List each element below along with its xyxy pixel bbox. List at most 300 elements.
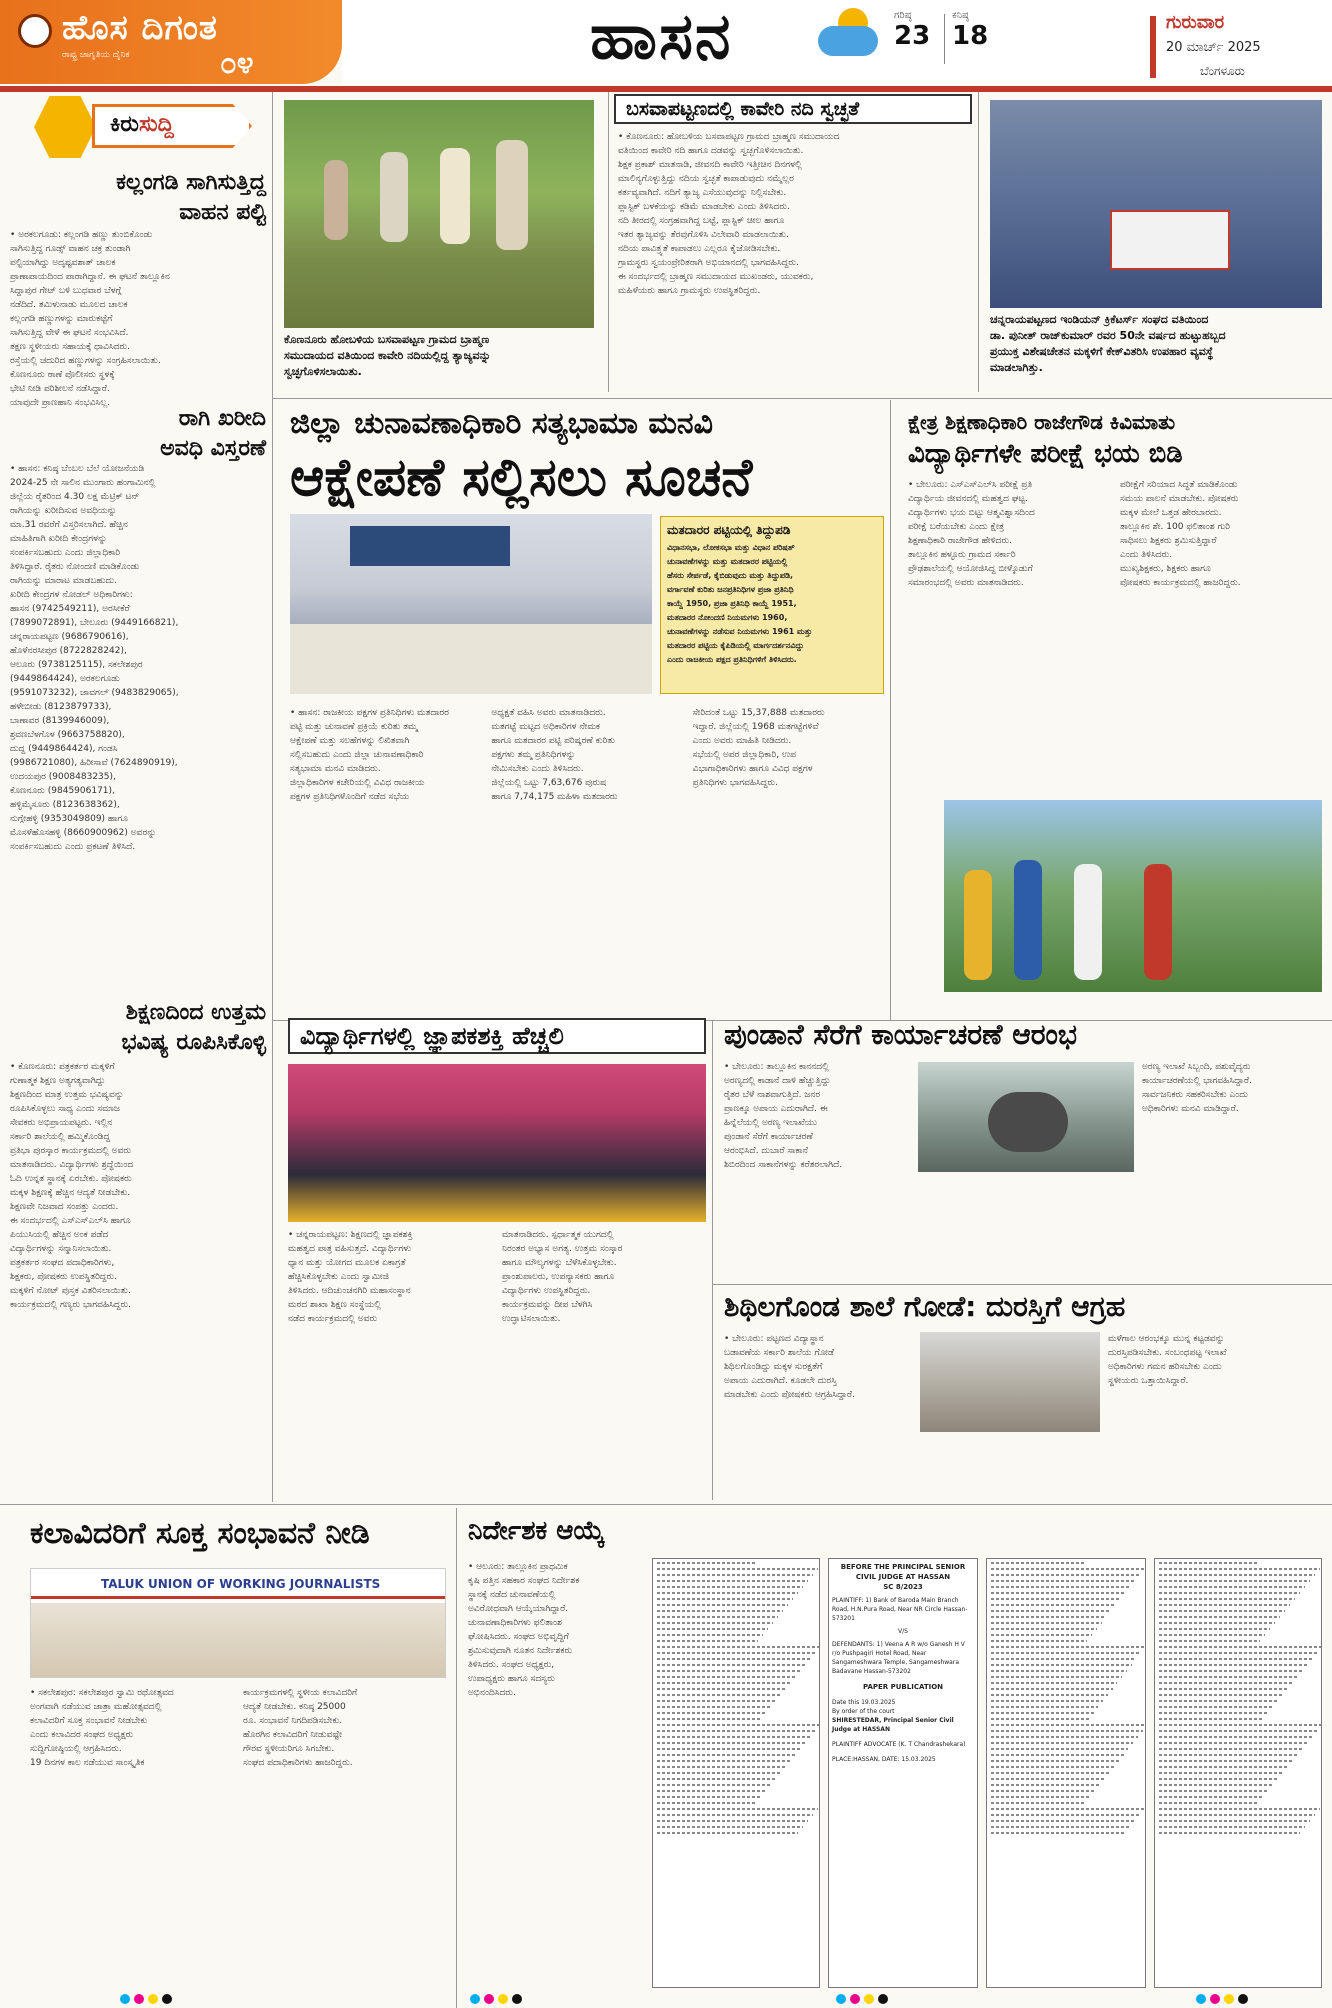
text-line: ಶಿಕ್ಷಣಾಧಿಕಾರಿ ರಾಜೇಗೌಡ ಹೇಳಿದರು. [908,536,1012,546]
ad-fine-print-line [657,1646,820,1648]
ad-fine-print-line [1159,1670,1302,1672]
elephant-photo [918,1062,1134,1172]
ad-fine-print-line [991,1562,1086,1564]
text-line: ಸಲ್ಲಿಸಬಹುದು ಎಂದು ಜಿಲ್ಲಾ ಚುನಾವಣಾಧಿಕಾರಿ [290,750,424,760]
elephant-story-headline: ಪುಂಡಾನೆ ಸೆರೆಗೆ ಕಾರ್ಯಾಚರಣೆ ಆರಂಭ [724,1018,1078,1051]
ad-fine-print-line [991,1676,1122,1678]
text-line: ಪ್ರಾಣಕ್ಕೂ ಅಪಾಯ ಎದುರಾಗಿದೆ. ಈ [724,1104,828,1114]
memory-story-headline: ವಿದ್ಯಾರ್ಥಿಗಳಲ್ಲಿ ಜ್ಞಾಪಕಶಕ್ತಿ ಹೆಚ್ಚಲಿ [288,1018,706,1054]
ad-fine-print-line [991,1670,1127,1672]
text-line: ಸಭೆಯಲ್ಲಿ ಅಪರ ಜಿಲ್ಲಾಧಿಕಾರಿ, ಉಪ [692,750,797,760]
text-line: ವಿದ್ಯಾರ್ಥಿಗಳು ಭಯ ಬಿಟ್ಟು ಆತ್ಮವಿಶ್ವಾಸದಿಂದ [908,508,1035,518]
text-line: ಚುನಾವಣೆಗಳನ್ನು ನಡೆಸುವ ನಿಯಮಗಳು 1961 ಮತ್ತು [667,627,813,636]
ad-fine-print-line [991,1742,1133,1744]
text-line: ನೇಮಿಸಬೇಕು ಎಂದು ತಿಳಿಸಿದರು. [491,764,584,774]
text-line: ಹಾಗೂ 7,74,175 ಮಹಿಳಾ ಮತದಾರರು [491,792,618,802]
ad-fine-print-line [657,1712,765,1714]
text-line: ಈ ಸಂದರ್ಭದಲ್ಲಿ ಬ್ರಾಹ್ಮಣ ಸಮುದಾಯದ ಮುಖಂಡರು, ಯುವಕರು, [618,272,814,282]
ad-fine-print-line [991,1766,1114,1768]
text-line: ರೂಪಿಸಿಕೊಳ್ಳಲು ಸಾಧ್ಯ ಎಂದು ಸಮಾಜ [10,1104,120,1114]
text-line: ಅರಣ್ಯ ಇಲಾಖೆ ಸಿಬ್ಬಂದಿ, ಪಶುವೈದ್ಯರು [1142,1062,1251,1072]
story2-body [10,462,266,994]
text-line: ಗುಣಾತ್ಮಕ ಶಿಕ್ಷಣ ಅತ್ಯಗತ್ಯವಾಗಿದ್ದು [10,1076,106,1086]
ad-fine-print-line [1159,1826,1305,1828]
text-line: ಓದಿ ಉನ್ನತ ಸ್ಥಾನಕ್ಕೆ ಏರಬೇಕು. ಪೋಷಕರು [10,1174,132,1184]
text-line: ಶಿಥಿಲಗೊಂಡಿದ್ದು ಮಕ್ಕಳ ಸುರಕ್ಷತೆಗೆ [724,1362,823,1372]
ad-fine-print-line [991,1610,1111,1612]
text-line: ಸಿದ್ದಾಪುರ ಗೇಟ್ ಬಳಿ ಬುಧವಾರ ಬೆಳಗ್ಗೆ [10,286,122,296]
lamp-lighting-photo [288,1064,706,1222]
press-meet-banner: TALUK UNION OF WORKING JOURNALISTS [101,1577,381,1591]
ad-fine-print-line [991,1688,1113,1690]
ad-fine-print-line [991,1814,1140,1816]
text-line: ಮತದಾರರ ಪಟ್ಟಿಯ ಕೈಪಿಡಿಯಲ್ಲಿ ಮಾರ್ಗದರ್ಶನವಿದ್ದು [667,641,804,650]
ad-fine-print-line [657,1676,795,1678]
date-label: 20 ಮಾರ್ಚ್ 2025 [1166,40,1261,55]
text-line: ಕೃಷಿ ಪತ್ತಿನ ಸಹಕಾರ ಸಂಘದ ನಿರ್ದೇಶಕ [468,1576,580,1586]
ad-fine-print-line [1159,1706,1272,1708]
text-line: • ಸಕಲೇಶಪುರ: ಸಕಲೇಶಪುರ ಸ್ವಾಮಿ ರಥೋತ್ಸವದ [30,1688,174,1698]
text-line: ಭೇಟಿ ನೀಡಿ ಪರಿಶೀಲನೆ ನಡೆಸಿದ್ದಾರೆ. [10,384,110,394]
text-line: ಕಾಯ್ದೆ 1950, ಪ್ರಜಾ ಪ್ರತಿನಿಧಿ ಕಾಯ್ದೆ 1951, [667,599,797,608]
artist-story-body [30,1686,446,2002]
text-line: ಮಕ್ಕಳ ಮೇಲೆ ಒತ್ತಡ ಹೇರಬಾರದು. [1120,508,1222,518]
ad-fine-print-line [991,1802,1086,1804]
text-line: ಶಿಕ್ಷಕರು, ಪೋಷಕರು ಉಪಸ್ಥಿತರಿದ್ದರು. [10,1272,117,1282]
text-line: ಮಕ್ಕಳಿಗೆ ನೋಟ್ ಪುಸ್ತಕ ವಿತರಿಸಲಾಯಿತು. [10,1286,131,1296]
brand-logo-icon [18,14,52,48]
ad-fine-print-line [657,1598,793,1600]
text-line: ಶಿಕ್ಷಣದಿಂದ ಮಾತ್ರ ಉತ್ತಮ ಭವಿಷ್ಯವನ್ನು [10,1090,124,1100]
ad-fine-print-line [1159,1712,1267,1714]
text-line: ಕೊಣನೂರು (9845906171), [10,786,115,796]
ad-fine-print-line [657,1592,798,1594]
cricketers-event-caption: ಚನ್ನರಾಯಪಟ್ಟಣದ ಇಂಡಿಯನ್ ಕ್ರಿಕೆಟರ್ಸ್ ಸಂಘದ ವತಿಯಿಂದ ಡಾ. ಪುನೀತ್ ರಾಜ್‌ಕುಮಾರ್ ರವರ 50ನೇ ವರ್ಷದ ಹುಟ್ಟುಹಬ್ಬದ ಪ್ರಯುಕ್ತ ವಿಶೇಷಚೇತನ ಮಕ್ಕಳಿಗೆ ಕೇಕ್‌ವಿತರಿಸಿ ಉಪಹಾರ ವ್ಯವಸ್ಥೆ ಮಾಡಲಾಗಿತ್ತು. [990,313,1226,374]
director-story-headline: ನಿರ್ದೇಶಕ ಆಯ್ಕೆ [468,1516,605,1546]
ad-fine-print-line [1159,1592,1300,1594]
press-meet-photo [30,1568,446,1678]
text-line: ಯಾವುದೇ ಪ್ರಾಣಹಾನಿ ಸಂಭವಿಸಿಲ್ಲ. [10,398,111,408]
text-line: ಆದ್ಯತೆ ನೀಡಬೇಕು. ಕನಿಷ್ಠ 25000 [243,1702,346,1712]
place-label: ಬೆಂಗಳೂರು [1200,64,1245,78]
text-line: ಅಧಿಕಾರಿಗಳು ಮನವಿ ಮಾಡಿದ್ದಾರೆ. [1142,1104,1239,1114]
ad-fine-print-line [1159,1766,1288,1768]
ad-fine-print-line [657,1808,818,1810]
text-line: ಹಾಗೂ ಮತದಾರರ ಪಟ್ಟಿ ಪರಿಷ್ಕರಣೆ ಕುರಿತು [491,736,616,746]
text-line: ತಾಲ್ಲೂಕಿನ ಶೇ. 100 ಫಲಿತಾಂಶ ಗುರಿ [1120,522,1231,532]
text-line: ತಿಳಿಸಿದರು. ಸಂಘದ ಅಧ್ಯಕ್ಷರು, [468,1660,555,1670]
river-cleanup-photo [284,100,594,328]
ad-fine-print-line [1159,1736,1313,1738]
text-line: ಬಾಣಾವರ (8139946009), [10,716,110,726]
ad-fine-print-line [657,1670,800,1672]
text-line: ಜಿಲ್ಲೆಯ ರೈತರಿಂದ 4.30 ಲಕ್ಷ ಮೆಟ್ರಿಕ್ ಟನ್ [10,492,140,502]
ad-fine-print-line [991,1808,1144,1810]
ad-fine-print-line [1159,1574,1315,1576]
ad-fine-print-line [657,1682,790,1684]
text-line: ರೂ. ಸಂಭಾವನೆ ನಿಗದಿಪಡಿಸಬೇಕು. [243,1716,343,1726]
text-line: ಕಾರ್ಯಕ್ರಮವನ್ನು ದೀಪ ಬೆಳಗಿಸಿ [502,1300,593,1310]
text-line: ಮತದಾರರ ನೋಂದಣಿ ನಿಯಮಗಳು 1960, [667,613,788,622]
text-line: ಮಠದ ಶಾಖಾ ಶಿಕ್ಷಣ ಸಂಸ್ಥೆಯಲ್ಲಿ [288,1300,382,1310]
text-line: ವತಿಯಿಂದ ಕಾವೇರಿ ನದಿ ಹಾಗೂ ದಡವನ್ನು ಸ್ವಚ್ಛಗೊಳಿಸಲಾಯಿತು. [618,146,804,156]
story2-headline: ರಾಗಿ ಖರೀದಿ ಅವಧಿ ವಿಸ್ತರಣೆ [160,406,266,461]
text-line: ತಾಲ್ಲೂಕಿನ ಹಳ್ಳೂರು ಗ್ರಾಮದ ಸರ್ಕಾರಿ [908,550,1016,560]
ad-fine-print-line [657,1616,778,1618]
text-line: ಮಾಲಿನ್ಯಗೊಳ್ಳುತ್ತಿದ್ದು ನದಿಯ ಸ್ವಚ್ಛತೆ ಕಾಪಾಡುವುದು ನಮ್ಮೆಲ್ಲರ [618,174,794,184]
text-line: • ಬೇಲೂರು: ಪಟ್ಟಣದ ವಿದ್ಯಾಸ್ಥಾನ [724,1334,824,1344]
text-line: ಕಲ್ಲಂಗಡಿ ಹಣ್ಣುಗಳನ್ನು ಮಾರುಕಟ್ಟೆಗೆ [10,314,113,324]
text-line: ಧ್ಯಾನ ಮತ್ತು ಯೋಗದ ಮೂಲಕ ಏಕಾಗ್ರತೆ [288,1258,406,1268]
temp-max: ಗರಿಷ್ಠ 23 [894,10,931,51]
ad-fine-print-line [657,1754,796,1756]
text-line: ಪುಂಡಾನೆ ಸೆರೆಗೆ ಕಾರ್ಯಾಚರಣೆ [724,1132,813,1142]
election-meeting-photo [290,514,652,694]
ad-fine-print-line [657,1604,788,1606]
text-line: ಪಕ್ಷಗಳು ತಮ್ಮ ಪ್ರತಿನಿಧಿಗಳನ್ನು [491,750,576,760]
text-line: ಸಂಘದ ಪದಾಧಿಕಾರಿಗಳು ಹಾಜರಿದ್ದರು. [243,1758,353,1768]
text-line: ದುದ್ದ (9449864424), ಗಂಡಸಿ [10,744,118,754]
ad-fine-print-line [657,1784,772,1786]
ad-fine-print-line [1159,1820,1310,1822]
text-line: ಶಿಕ್ಷಕ ಪ್ರಕಾಶ್ ಮಾತನಾಡಿ, ಜೀವನದಿ ಕಾವೇರಿ ಇತ್ತೀಚಿನ ದಿನಗಳಲ್ಲಿ [618,160,802,170]
text-line: ಉದಯಪುರ (9008483235), [10,772,116,782]
river-cleanup-caption: ಕೊಣನೂರು ಹೋಬಳಿಯ ಬಸವಾಪಟ್ಟಣ ಗ್ರಾಮದ ಬ್ರಾಹ್ಮಣ ಸಮುದಾಯದ ವತಿಯಿಂದ ಕಾವೇರಿ ನದಿಯಲ್ಲಿದ್ದ ತ್ಯಾಜ್ಯವನ್ನು ಸ್ವಚ್ಛಗೊಳಿಸಲಾಯಿತು. [284,333,491,378]
text-line: ತಿಳಿಸಿದರು. ಆದಿಚುಂಚನಗಿರಿ ಮಹಾಸಂಸ್ಥಾನ [288,1286,411,1296]
ad-fine-print-line [1159,1652,1317,1654]
ad-fine-print-line [1159,1700,1277,1702]
ad-fine-print-line [991,1772,1110,1774]
text-line: ಎಂದು ಅವರು ಮಾಹಿತಿ ನೀಡಿದರು. [692,736,792,746]
ad-fine-print-line [657,1766,786,1768]
ad-fine-print-line [657,1742,806,1744]
kiru-suddi-label: ಕಿರುಸುದ್ದಿ [110,112,174,137]
ad-fine-print-line [657,1748,801,1750]
text-line: ಸಂಪರ್ಕಿಸಬಹುದು ಎಂದು ಪ್ರಕಟಣೆ ತಿಳಿಸಿದೆ. [10,842,136,852]
ad-fine-print-line [657,1724,820,1726]
artist-story-headline: ಕಲಾವಿದರಿಗೆ ಸೂಕ್ತ ಸಂಭಾವನೆ ನೀಡಿ [30,1516,370,1551]
text-line: ಹಳ್ಳಿಮೈಸೂರು (8123638362), [10,800,120,810]
registration-marks-3 [836,1994,896,2004]
text-line: • ಹಾಸನ: ರಾಜಕೀಯ ಪಕ್ಷಗಳ ಪ್ರತಿನಿಧಿಗಳು ಮತದಾರರ [290,708,449,718]
text-line: ಪ್ಲಾಸ್ಟಿಕ್ ಬಳಕೆಯನ್ನು ಕಡಿಮೆ ಮಾಡಬೇಕು ಎಂದು ತಿಳಿಸಿದರು. [618,202,790,212]
text-line: ಸೇವಕರು ಅಭಿಪ್ರಾಯಪಟ್ಟರು. ಇಲ್ಲಿನ [10,1118,113,1128]
text-line: ಹೊಳೆನರಸೀಪುರ (8722828242), [10,646,127,656]
text-line: ನುಗ್ಗೇಹಳ್ಳಿ (9353049809) ಹಾಗೂ [10,814,128,824]
text-line: • ಬೇಲೂರು: ತಾಲ್ಲೂಕಿನ ಕಾನನದಲ್ಲಿ [724,1062,829,1072]
text-line: ಸಂಪರ್ಕಿಸಬಹುದು ಎಂದು ಜಿಲ್ಲಾಧಿಕಾರಿ [10,548,121,558]
text-line: ಕಲಾವಿದರಿಗೆ ಸೂಕ್ತ ಸಂಭಾವನೆ ನೀಡಬೇಕು [30,1716,148,1726]
text-line: ಅಧಿಕಾರಿಗಳು ಗಮನ ಹರಿಸಬೇಕು ಎಂದು [1108,1362,1222,1372]
text-line: • ಆಲೂರು: ತಾಲ್ಲೂಕಿನ ಪ್ರಾಥಮಿಕ [468,1562,568,1572]
story1-body [10,228,266,410]
text-line: ವರ್ಗಾವಣೆ ಕುರಿತು ಜನಪ್ರತಿನಿಧಿಗಳ ಪ್ರಜಾ ಪ್ರತಿನಿಧಿ [667,585,794,594]
text-line: ಮಾ.31 ರವರೆಗೆ ವಿಸ್ತರಿಸಲಾಗಿದೆ. ಹೆಚ್ಚಿನ [10,520,128,530]
ad-fine-print-line [1159,1730,1318,1732]
farewell-event-photo [944,800,1322,992]
text-line: ಸಾರ್ವಜನಿಕರು ಸಹಕರಿಸಬೇಕು ಎಂದು [1142,1090,1248,1100]
ad-fine-print-line [1159,1772,1284,1774]
text-line: ನದಿಯ ಪಾವಿತ್ರ್ಯತೆ ಕಾಪಾಡಲು ಎಲ್ಲರೂ ಕೈಜೋಡಿಸಬೇಕು. [618,244,781,254]
ad-fine-print-line [1159,1802,1259,1804]
ad-fine-print-line [991,1748,1128,1750]
text-line: ಕರ್ತವ್ಯವಾಗಿದೆ. ನದಿಗೆ ತ್ಯಾಜ್ಯ ಎಸೆಯುವುದನ್ನು ನಿಲ್ಲಿಸಬೇಕು. [618,188,787,198]
city-title: ಹಾಸನ [590,0,733,74]
text-line: ಗ್ರಾಮಸ್ಥರು ಸ್ವಯಂಪ್ರೇರಿತರಾಗಿ ಅಭಿಯಾನದಲ್ಲಿ ಭಾಗವಹಿಸಿದ್ದರು. [618,258,799,268]
ad-fine-print-line [991,1694,1108,1696]
text-line: ನದಿ ತೀರದಲ್ಲಿ ಸಂಗ್ರಹವಾಗಿದ್ದ ಬಟ್ಟೆ, ಪ್ಲಾಸ್ಟಿಕ್ ಚೀಲ ಹಾಗೂ [618,216,785,226]
elephant-story-body-2 [1142,1060,1322,1280]
ad-fine-print-line [991,1724,1146,1726]
text-line: ರೈತರ ಬೆಳೆ ನಾಶವಾಗುತ್ತಿದೆ. ಜನರ [724,1090,821,1100]
ad-fine-print-line [991,1634,1092,1636]
text-line: ಮುಖ್ಯಶಿಕ್ಷಕರು, ಶಿಕ್ಷಕರು ಹಾಗೂ [1120,564,1211,574]
text-line: ಇತರ ತ್ಯಾಜ್ಯವನ್ನು ತೆರವುಗೊಳಿಸಿ ವಿಲೇವಾರಿ ಮಾಡಲಾಯಿತು. [618,230,789,240]
text-line: ಅರಣ್ಯದಲ್ಲಿ ಕಾಡಾನೆ ದಾಳಿ ಹೆಚ್ಚುತ್ತಿದ್ದು [724,1076,831,1086]
ad-fine-print-line [657,1772,782,1774]
ad-fine-print-line [991,1760,1119,1762]
ad-fine-print-line [657,1610,783,1612]
text-line: ದುರಸ್ತಿಪಡಿಸಬೇಕು. ಸಂಬಂಧಪಟ್ಟ ಇಲಾಖೆ [1108,1348,1227,1358]
text-line: ವಿದ್ಯಾರ್ಥಿಗಳನ್ನು ಸನ್ಮಾನಿಸಲಾಯಿತು. [10,1244,112,1254]
text-line: ನಡೆದಿದೆ. ತಮಿಳುನಾಡು ಮೂಲದ ಚಾಲಕ [10,300,128,310]
ad-fine-print-line [1159,1748,1303,1750]
text-line: ಈ ಸಂದರ್ಭದಲ್ಲಿ ಎಸ್ಎಸ್ಎಲ್‌ಸಿ ಹಾಗೂ [10,1216,131,1226]
ad-fine-print-line [991,1640,1087,1642]
text-line: • ಅರಕಲಗೂಡು: ಕಲ್ಲಂಗಡಿ ಹಣ್ಣು ತುಂಬಿಕೊಂಡು [10,230,153,240]
ad-fine-print-line [991,1574,1140,1576]
text-line: ಮಾತನಾಡಿದರು. ವಿದ್ಯಾರ್ಥಿಗಳು ಶ್ರದ್ಧೆಯಿಂದ [10,1160,134,1170]
text-line: ಆಕ್ಷೇಪಣೆ ಮತ್ತು ಸಲಹೆಗಳನ್ನು ಲಿಖಿತವಾಗಿ [290,736,410,746]
ad-fine-print-line [991,1826,1130,1828]
text-line: (9449864424), ಅರಕಲಗೂಡು [10,674,120,684]
legal-ad-column-1 [652,1558,820,1988]
page-number: ೦೪ [220,46,254,81]
ad-fine-print-line [1159,1796,1264,1798]
ad-fine-print-line [657,1628,768,1630]
text-line: ಸಮಾರಂಭದಲ್ಲಿ ಅವರು ಮಾತನಾಡಿದರು. [908,578,1024,588]
ad-fine-print-line [657,1730,816,1732]
ad-fine-print-line [1159,1754,1298,1756]
text-line: • ಹಾಸನ: ಕನಿಷ್ಠ ಬೆಂಬಲ ಬೆಲೆ ಯೋಜನೆಯಡಿ [10,464,145,474]
ad-fine-print-line [1159,1688,1287,1690]
text-line: ಪಲ್ಟಿಯಾಗಿದ್ದು ಅದೃಷ್ಟವಶಾತ್ ಚಾಲಕ [10,258,116,268]
brand-tagline: ರಾಷ್ಟ್ರ ಜಾಗೃತಿಯ ದೈನಿಕ [62,50,130,60]
ad-fine-print-line [991,1700,1103,1702]
text-line: ರಸ್ತೆಯಲ್ಲಿ ಚದುರಿದ ಹಣ್ಣುಗಳನ್ನು ಸಂಗ್ರಹಿಸಲಾಯಿತು. [10,356,161,366]
text-line: ಪ್ರಾಣಾಪಾಯದಿಂದ ಪಾರಾಗಿದ್ದಾನೆ. ಈ ಘಟನೆ ತಾಲ್ಲೂಕಿನ [10,272,170,282]
voter-list-box-title: ಮತದಾರರ ಪಟ್ಟಿಯಲ್ಲಿ ತಿದ್ದುಪಡಿ [667,523,791,537]
text-line: (9986721080), ಹಿರೀಸಾವೆ (7624890919), [10,758,178,768]
ad-fine-print-line [991,1586,1130,1588]
ad-fine-print-line [1159,1610,1285,1612]
ad-fine-print-line [991,1712,1094,1714]
ad-fine-print-line [1159,1598,1295,1600]
ad-fine-print-line [1159,1760,1293,1762]
lead-kicker: ಜಿಲ್ಲಾ ಚುನಾವಣಾಧಿಕಾರಿ ಸತ್ಯಭಾಮಾ ಮನವಿ [290,406,713,441]
ad-fine-print-line [1159,1718,1262,1720]
text-line: ಮಕ್ಕಳ ಶಿಕ್ಷಣಕ್ಕೆ ಹೆಚ್ಚಿನ ಆದ್ಯತೆ ನೀಡಬೇಕು. [10,1188,131,1198]
river-cleanup-body [618,130,972,392]
ad-fine-print-line [657,1634,763,1636]
ad-fine-print-line [1159,1676,1297,1678]
text-line: ಪಿಯುಸಿಯಲ್ಲಿ ಹೆಚ್ಚಿನ ಅಂಕ ಪಡೆದ [10,1230,109,1240]
story3-headline: ಶಿಕ್ಷಣದಿಂದ ಉತ್ತಮ ಭವಿಷ್ಯ ರೂಪಿಸಿಕೊಳ್ಳಿ [121,1000,266,1055]
ad-fine-print-line [1159,1724,1322,1726]
ad-fine-print-line [657,1736,811,1738]
ad-fine-print-line [657,1826,803,1828]
cricketers-event-photo [990,100,1322,308]
registration-marks-4 [1196,1994,1256,2004]
weather-icon [810,8,890,68]
registration-marks [120,1994,180,2004]
ad-fine-print-line [1159,1664,1307,1666]
story3-body [10,1060,266,1500]
text-line: ಅಧ್ಯಕ್ಷತೆ ವಹಿಸಿ ಅವರು ಮಾತನಾಡಿದರು. [491,708,606,718]
text-line: (7899072891), ಬೇಲೂರು (9449166821), [10,618,179,628]
text-line: ತಕ್ಷಣ ಸ್ಥಳೀಯರು ಸಹಾಯಕ್ಕೆ ಧಾವಿಸಿದರು. [10,342,131,352]
text-line: ಹೊರಗಿನ ಕಲಾವಿದರಿಗೆ ನೀಡುವಷ್ಟೇ [243,1730,343,1740]
school-story-headline: ಶಿಥಿಲಗೊಂಡ ಶಾಲೆ ಗೋಡೆ: ದುರಸ್ತಿಗೆ ಆಗ್ರಹ [724,1290,1126,1323]
ad-fine-print-line [1159,1568,1320,1570]
ad-fine-print-line [657,1622,773,1624]
text-line: ಹೆಚ್ಚಿಸಿಕೊಳ್ಳಬೇಕು ಎಂದು ಸ್ವಾಮೀಜಿ [288,1272,389,1282]
text-line: ಶ್ರವಣಬೆಳಗೊಳ (9663758820), [10,730,125,740]
ad-fine-print-line [991,1796,1091,1798]
ad-fine-print-line [1159,1658,1312,1660]
text-line: ಮೊಸಳೆಹೊಸಹಳ್ಳಿ (8660900962) ಅವರನ್ನು [10,828,157,838]
ad-fine-print-line [657,1796,762,1798]
text-line: ಎಂದು ರಾಜಕೀಯ ಪಕ್ಷದ ಪ್ರತಿನಿಧಿಗಳಿಗೆ ತಿಳಿಸಿದರು. [667,655,797,664]
ad-fine-print-line [991,1682,1117,1684]
text-line: ಶ್ರಮಿಸುವುದಾಗಿ ನೂತನ ನಿರ್ದೇಶಕರು [468,1646,573,1656]
school-story-body-2 [1108,1332,1322,1500]
text-line: ನಿರಂತರ ಅಭ್ಯಾಸ ಅಗತ್ಯ. ಉತ್ತಮ ಸಂಸ್ಕಾರ [502,1244,623,1254]
legal-ad-column-3 [986,1558,1146,1988]
river-cleanup-headline: ಬಸವಾಪಟ್ಟಣದಲ್ಲಿ ಕಾವೇರಿ ನದಿ ಸ್ವಚ್ಛತೆ [614,94,972,124]
text-line: ವಿದ್ಯಾರ್ಥಿಯ ಜೀವನದಲ್ಲಿ ಮಹತ್ವದ ಘಟ್ಟ. [908,494,1028,504]
ad-fine-print-line [657,1814,813,1816]
text-line: ಸ್ಥಾನಕ್ಕೆ ನಡೆದ ಚುನಾವಣೆಯಲ್ಲಿ [468,1590,556,1600]
day-label: ಗುರುವಾರ [1166,12,1225,33]
text-line: ಸಾಧಿಸಲು ಶಿಕ್ಷಕರು ಶ್ರಮಿಸುತ್ತಿದ್ದಾರೆ [1120,536,1217,546]
text-line: ಹೆಸರು ಸೇರ್ಪಡೆ, ಕೈಬಿಡುವುದು ಮತ್ತು ತಿದ್ದುಪಡಿ, [667,571,794,580]
ad-fine-print-line [657,1586,803,1588]
legal-notice-court: BEFORE THE PRINCIPAL SENIOR CIVIL JUDGE AT HASSAN SC 8/2023 PLAINTIFF: 1) Bank of Baroda Main Branch Road, H.N.Pura Road, Near NR Circle Hassan-573201 V/S DEFENDANTS: 1) Veena A R w/o Ganesh H V r/o Pushpagiri Hotel Road, Near Sangameshwara Temple, Sangameshwara Badavane Hassan-573202 PAPER PUBLICATION Date this 19.03.2025 By order of the court SHIRESTEDAR, Principal Senior Civil Judge at HASSAN PLAINTIFF ADVOCATE (K. T Chandrashekara) PLACE:HASSAN, DATE: 15.03.2025 [828,1558,978,1988]
ad-fine-print-line [657,1568,818,1570]
text-line: ಅವಿರೋಧವಾಗಿ ಆಯ್ಕೆಯಾಗಿದ್ದಾರೆ. [468,1604,569,1614]
text-line: ಪೋಷಕರು ಕಾರ್ಯಕ್ರಮದಲ್ಲಿ ಹಾಜರಿದ್ದರು. [1120,578,1241,588]
text-line: ರಾಗಿಯನ್ನು ಖರೀದಿಸುವ ಅವಧಿಯನ್ನು [10,506,117,516]
text-line: ಬಡಾವಣೆಯ ಸರ್ಕಾರಿ ಶಾಲೆಯ ಗೋಡೆ [724,1348,834,1358]
ad-fine-print-line [657,1688,785,1690]
ad-fine-print-line [991,1706,1098,1708]
ad-fine-print-line [657,1580,808,1582]
text-line: ಸತ್ಯಭಾಮಾ ಮನವಿ ಮಾಡಿದರು. [290,764,381,774]
ad-fine-print-line [991,1646,1146,1648]
text-line: ಸರ್ಕಾರಿ ಶಾಲೆಯಲ್ಲಿ ಹಮ್ಮಿಕೊಂಡಿದ್ದ [10,1132,111,1142]
text-line: ಮಹತ್ವದ ಪಾತ್ರ ವಹಿಸುತ್ತದೆ. ವಿದ್ಯಾರ್ಥಿಗಳು [288,1244,411,1254]
text-line: ಪತ್ರಕರ್ತರ ಸಂಘದ ಪದಾಧಿಕಾರಿಗಳು, [10,1258,115,1268]
text-line: ಚುನಾವಣೆಗಳನ್ನು ಮತ್ತು ಮತದಾರರ ಪಟ್ಟಿಯಲ್ಲಿ [667,557,788,566]
temp-min: ಕನಿಷ್ಠ 18 [952,10,989,51]
ad-fine-print-line [991,1718,1089,1720]
school-wall-photo [920,1332,1100,1432]
text-line: ಅಂಗವಾಗಿ ನಡೆಯುವ ಜಾತ್ರಾ ಮಹೋತ್ಸವದಲ್ಲಿ [30,1702,162,1712]
ad-fine-print-line [657,1574,813,1576]
ad-fine-print-line [991,1820,1135,1822]
text-line: ಎಂದು ಕಲಾವಿದರ ಸಂಘದ ಅಧ್ಯಕ್ಷರು [30,1730,134,1740]
text-line: ಜಿಲ್ಲೆಯಲ್ಲಿ ಒಟ್ಟು 7,63,676 ಪುರುಷ [491,778,607,788]
text-line: ಮಾತನಾಡಿದರು. ಸ್ಪರ್ಧಾತ್ಮಕ ಯುಗದಲ್ಲಿ [502,1230,614,1240]
text-line: ಚುನಾವಣಾಧಿಕಾರಿಗಳು ಫಲಿತಾಂಶ [468,1618,562,1628]
ad-fine-print-line [657,1652,815,1654]
ad-fine-print-line [657,1820,808,1822]
elephant-story-body [724,1060,912,1280]
ad-fine-print-line [991,1598,1121,1600]
text-line: ಅಭಿನಂದಿಸಿದರು. [468,1688,516,1698]
ad-fine-print-line [991,1664,1132,1666]
ad-fine-print-line [991,1784,1100,1786]
ad-fine-print-line [1159,1628,1270,1630]
lead-headline: ಆಕ್ಷೇಪಣೆ ಸಲ್ಲಿಸಲು ಸೂಚನೆ [290,448,753,508]
text-line: (9591073232), ಜಾವಗಲ್ (9483829065), [10,688,179,698]
text-line: ಗೌರವ ಸ್ಥಳೀಯರಿಗೂ ಸಿಗಬೇಕು. [243,1744,335,1754]
text-line: ಸೇರಿದಂತೆ ಒಟ್ಟು 15,37,888 ಮತದಾರರು [692,708,825,718]
memory-story-body [288,1228,706,1500]
text-line: ವಿದ್ಯಾರ್ಥಿಗಳು ಉಪಸ್ಥಿತರಿದ್ದರು. [502,1286,591,1296]
ad-fine-print-line [991,1568,1144,1570]
ad-fine-print-line [991,1790,1095,1792]
ad-fine-print-line [1159,1694,1282,1696]
voter-list-box [660,516,884,694]
ad-fine-print-line [657,1760,791,1762]
text-line: ಹಳೇಬೀಡು (8123879733), [10,702,112,712]
text-line: ಮಾಹಿತಿಗಾಗಿ ಖರೀದಿ ಕೇಂದ್ರಗಳನ್ನು [10,534,108,544]
text-line: ಶಿಕ್ಷಣವೇ ನಿಜವಾದ ಸಂಪತ್ತು ಎಂದರು. [10,1202,119,1212]
text-line: ಪರೀಕ್ಷೆಗೆ ಸರಿಯಾದ ಸಿದ್ಧತೆ ಮಾಡಿಕೊಂಡು [1120,480,1238,490]
ad-fine-print-line [1159,1634,1265,1636]
ad-fine-print-line [1159,1562,1259,1564]
text-line: ಇದ್ದಾರೆ. ಜಿಲ್ಲೆಯಲ್ಲಿ 1968 ಮತಗಟ್ಟೆಗಳಿವೆ [692,722,819,732]
ad-fine-print-line [991,1778,1105,1780]
text-line: ಚನ್ನರಾಯಪಟ್ಟಣ (9686790616), [10,632,129,642]
text-line: ಹಿನ್ನೆಲೆಯಲ್ಲಿ ಅರಣ್ಯ ಇಲಾಖೆಯು [724,1118,818,1128]
ad-fine-print-line [657,1802,757,1804]
text-line: • ಚನ್ನರಾಯಪಟ್ಟಣ: ಶಿಕ್ಷಣದಲ್ಲಿ ಜ್ಞಾಪಕಶಕ್ತಿ [288,1230,413,1240]
ad-fine-print-line [657,1718,760,1720]
text-line: ಪರೀಕ್ಷೆ ಬರೆಯಬೇಕು ಎಂದು ಕ್ಷೇತ್ರ [908,522,1005,532]
ad-fine-print-line [657,1694,780,1696]
ad-fine-print-line [1159,1790,1269,1792]
text-line: ಪ್ರಾಂಶುಪಾಲರು, ಉಪನ್ಯಾಸಕರು ಹಾಗೂ [502,1272,615,1282]
text-line: ಆರಂಭಿಸಿದೆ. ದುಬಾರೆ ಸಾಕಾನೆ [724,1146,808,1156]
text-line: ರಾಗಿಯನ್ನು ಮಾರಾಟ ಮಾಡಬಹುದು. [10,576,118,586]
text-line: ಸಮಯ ಪಾಲನೆ ಮಾಡಬೇಕು. ಪೋಷಕರು [1120,494,1239,504]
text-line: ಕೊಣನೂರು ಠಾಣೆ ಪೊಲೀಸರು ಸ್ಥಳಕ್ಕೆ [10,370,115,380]
text-line: ಉಪಾಧ್ಯಕ್ಷರು ಹಾಗೂ ಸದಸ್ಯರು [468,1674,555,1684]
ad-fine-print-line [1159,1808,1320,1810]
ad-fine-print-line [657,1706,770,1708]
masthead-brand-block [0,0,342,84]
river-cleanup-headline-wrap [614,94,972,126]
ad-fine-print-line [1159,1586,1305,1588]
text-line: ವಿಭಾಗಾಧಿಕಾರಿಗಳು ಹಾಗೂ ವಿವಿಧ ಪಕ್ಷಗಳ [692,764,813,774]
ad-fine-print-line [1159,1640,1260,1642]
text-line: ಎಂದು ತಿಳಿಸಿದರು. [1120,550,1173,560]
brand-name: ಹೊಸ ದಿಗಂತ [62,8,218,48]
ad-fine-print-line [991,1832,1125,1834]
